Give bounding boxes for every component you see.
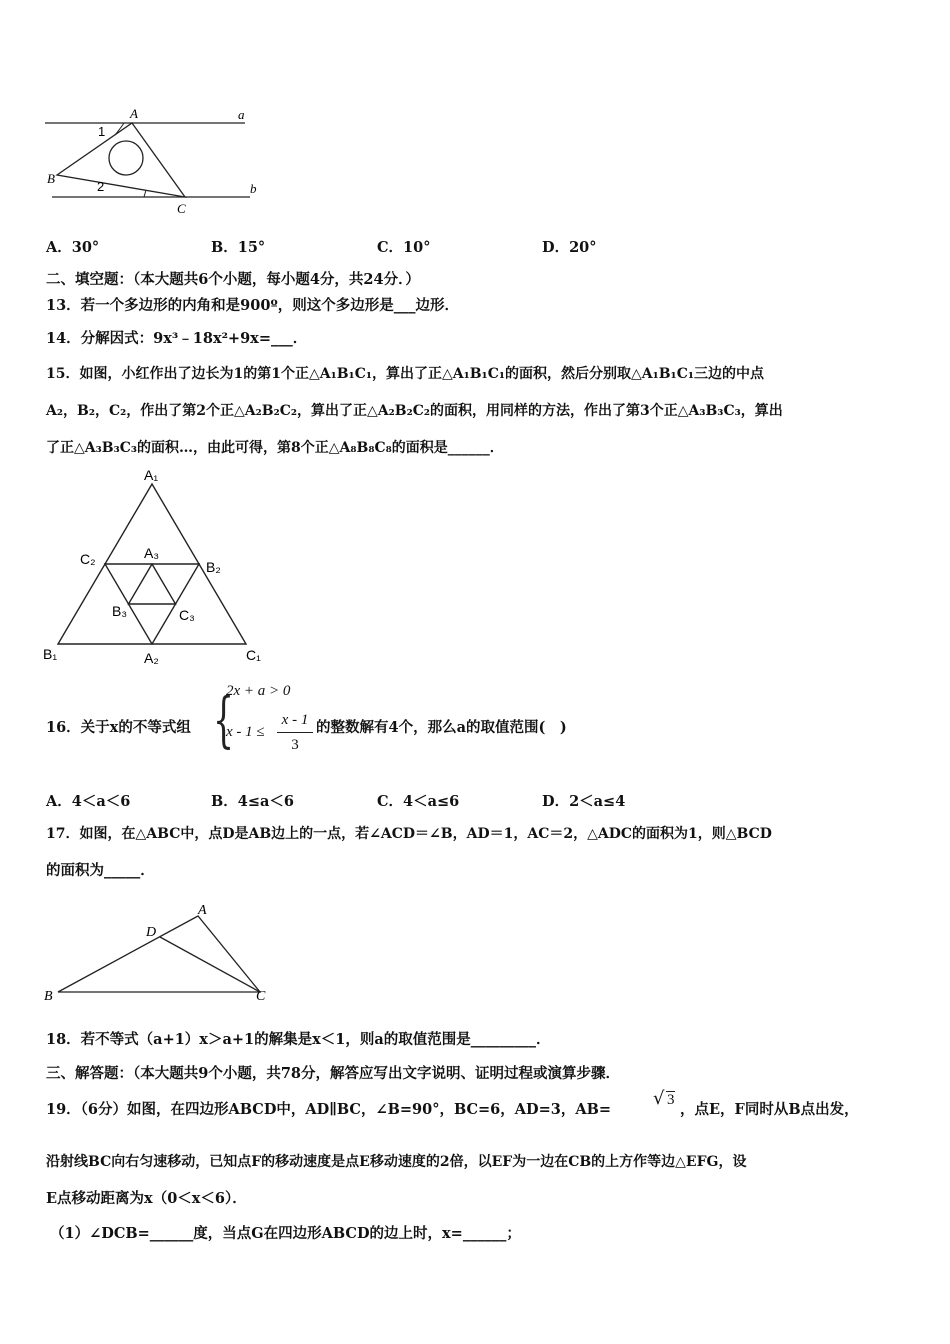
section-3-heading: 三、解答题：（本大题共9个小题，共78分，解答应写出文字说明、证明过程或演算步骤． <box>46 1065 621 1082</box>
inequality-2-numerator: x - 1 <box>281 712 309 728</box>
inequality-1: 2x + a > 0 <box>226 683 291 699</box>
inscribed-circle <box>109 141 143 175</box>
q16-option-c: C．4＜a≤6 <box>377 793 460 810</box>
label-C2: C₂ <box>80 551 96 567</box>
label-C: C <box>256 989 266 1004</box>
label-B3: B₃ <box>112 603 128 619</box>
q16-option-a: A．4＜a＜6 <box>46 793 131 810</box>
q12-option-d: D．20° <box>542 239 597 256</box>
label-B: B <box>47 171 55 186</box>
label-a: a <box>238 107 245 122</box>
question-13: 13．若一个多边形的内角和是900º，则这个多边形是___边形． <box>46 297 459 314</box>
inequality-system-brace: { <box>213 685 235 755</box>
label-C1: C₁ <box>246 647 261 663</box>
question-16-suffix: 的整数解有4个，那么a的取值范围( ) <box>316 719 567 736</box>
label-b: b <box>250 181 257 196</box>
sqrt-sign: √ <box>653 1088 665 1109</box>
label-A2: A₂ <box>144 650 159 666</box>
q12-option-b: B．15° <box>211 239 266 256</box>
q12-figure <box>40 105 280 217</box>
question-15-line-1: 15．如图，小红作出了边长为1的第1个正△A₁B₁C₁，算出了正△A₁B₁C₁的面积，然后分别取△A₁B₁C₁三边的中点 <box>46 366 764 382</box>
label-A1: A₁ <box>144 467 159 483</box>
q12-option-c: C．10° <box>377 239 431 256</box>
question-17-line-2: 的面积为_____． <box>46 862 155 879</box>
triangle-3 <box>129 564 176 604</box>
label-C3: C₃ <box>179 607 195 623</box>
label-1: 1 <box>98 124 106 139</box>
triangle-abc <box>58 916 260 992</box>
question-15-line-2: A₂，B₂，C₂，作出了第2个正△A₂B₂C₂，算出了正△A₂B₂C₂的面积，用同样的方法，作出了第3个正△A₃B₃C₃，算出 <box>46 403 783 419</box>
question-19-line-1b: ，点E，F同时从B点出发， <box>680 1101 859 1118</box>
segment-cd <box>160 937 260 992</box>
q17-figure <box>40 896 280 1008</box>
triangle-abc <box>57 123 185 197</box>
q16-option-d: D．2＜a≤4 <box>542 793 626 810</box>
question-19-line-2: 沿射线BC向右匀速移动，已知点F的移动速度是点E移动速度的2倍，以EF为一边在CB的上方作等边△EFG，设 <box>46 1154 747 1170</box>
label-B1: B₁ <box>43 646 58 662</box>
inequality-2-denominator: 3 <box>291 737 299 753</box>
label-A3: A₃ <box>144 545 160 561</box>
label-B2: B₂ <box>206 559 221 575</box>
question-19-line-3: E点移动距离为x（0＜x＜6）． <box>46 1190 247 1207</box>
question-19-line-1a: 19．（6分）如图，在四边形ABCD中，AD∥BC，∠B=90°，BC=6，AD=3，AB= <box>46 1101 611 1118</box>
angle-c-mark <box>144 190 146 197</box>
label-D: D <box>146 925 157 940</box>
inequality-2-left: x - 1 ≤ <box>226 724 265 740</box>
label-2: 2 <box>97 179 105 194</box>
q15-figure <box>40 466 280 668</box>
sqrt-value: 3 <box>667 1092 675 1108</box>
q12-option-a: A．30° <box>46 239 100 256</box>
fraction-bar <box>277 732 313 733</box>
question-19-part-1: （1）∠DCB=______度，当点G在四边形ABCD的边上时，x=______； <box>50 1225 521 1242</box>
question-14: 14．分解因式：9x³﹣18x²+9x=___． <box>46 330 308 347</box>
section-2-heading: 二、填空题：（本大题共6个小题，每小题4分，共24分．） <box>46 271 420 288</box>
question-18: 18．若不等式（a+1）x＞a+1的解集是x＜1，则a的取值范围是_________． <box>46 1031 551 1048</box>
label-A: A <box>198 903 207 918</box>
label-B: B <box>44 989 53 1004</box>
q16-option-b: B．4≤a＜6 <box>211 793 294 810</box>
question-16-prefix: 16．关于x的不等式组 <box>46 719 191 736</box>
question-15-line-3: 了正△A₃B₃C₃的面积…，由此可得，第8个正△A₈B₈C₈的面积是______． <box>46 440 504 456</box>
label-A: A <box>130 106 138 121</box>
label-C: C <box>177 201 186 216</box>
question-17-line-1: 17．如图，在△ABC中，点D是AB边上的一点，若∠ACD＝∠B，AD＝1，AC＝2，△ADC的面积为1，则△BCD <box>46 826 772 842</box>
